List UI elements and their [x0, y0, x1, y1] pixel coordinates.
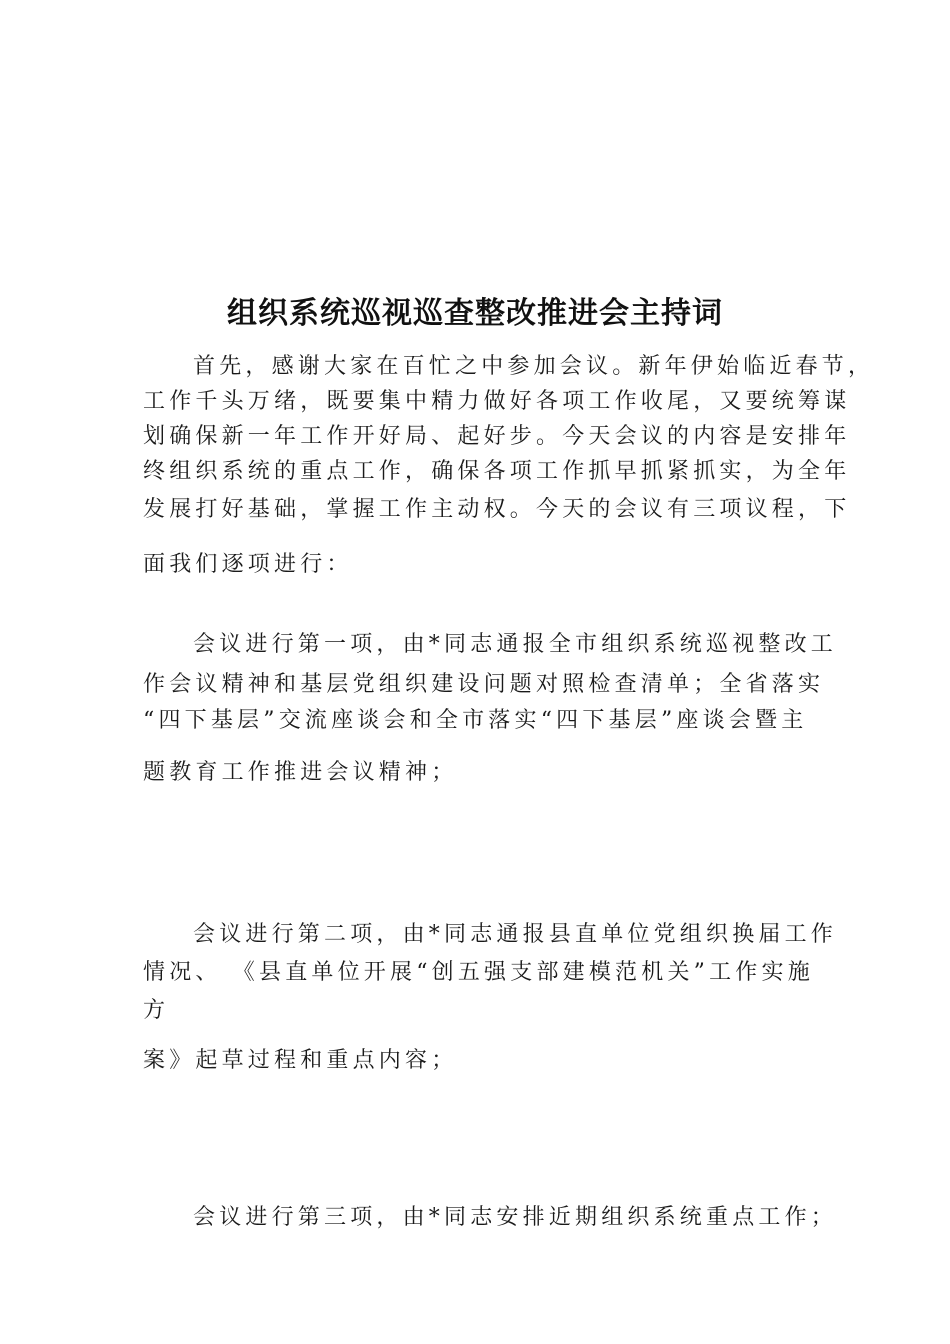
- paragraph-4-line-1: 会议进行第三项，由*同志安排近期组织系统重点工作；: [193, 1205, 838, 1230]
- paragraph-1-line-4: 终组织系统的重点工作，确保各项工作抓早抓紧抓实，为全年: [143, 459, 851, 484]
- paragraph-1-line-1: 首先，感谢大家在百忙之中参加会议。新年伊始临近春节，: [193, 354, 875, 379]
- paragraph-1-line-2: 工作千头万绪，既要集中精力做好各项工作收尾，又要统筹谋: [143, 389, 851, 414]
- paragraph-2-line-2: 作会议精神和基层党组织建设问题对照检查清单；全省落实: [143, 672, 825, 697]
- paragraph-3-line-3: 方: [143, 998, 170, 1023]
- paragraph-2-line-1: 会议进行第一项，由*同志通报全市组织系统巡视整改工: [193, 632, 838, 657]
- document-title: 组织系统巡视巡查整改推进会主持词: [227, 296, 723, 331]
- paragraph-1-line-6: 面我们逐项进行：: [143, 552, 353, 577]
- paragraph-2-line-3: “四下基层”交流座谈会和全市落实“四下基层”座谈会暨主: [143, 708, 808, 733]
- paragraph-2-line-4: 题教育工作推进会议精神；: [143, 760, 458, 785]
- paragraph-1-line-5: 发展打好基础，掌握工作主动权。今天的会议有三项议程，下: [143, 497, 851, 522]
- paragraph-1-line-3: 划确保新一年工作开好局、起好步。今天会议的内容是安排年: [143, 424, 851, 449]
- paragraph-3-line-2: 情况、 《县直单位开展“创五强支部建模范机关”工作实施: [143, 960, 814, 985]
- paragraph-3-line-1: 会议进行第二项，由*同志通报县直单位党组织换届工作: [193, 922, 838, 947]
- paragraph-3-line-4: 案》起草过程和重点内容；: [143, 1048, 458, 1073]
